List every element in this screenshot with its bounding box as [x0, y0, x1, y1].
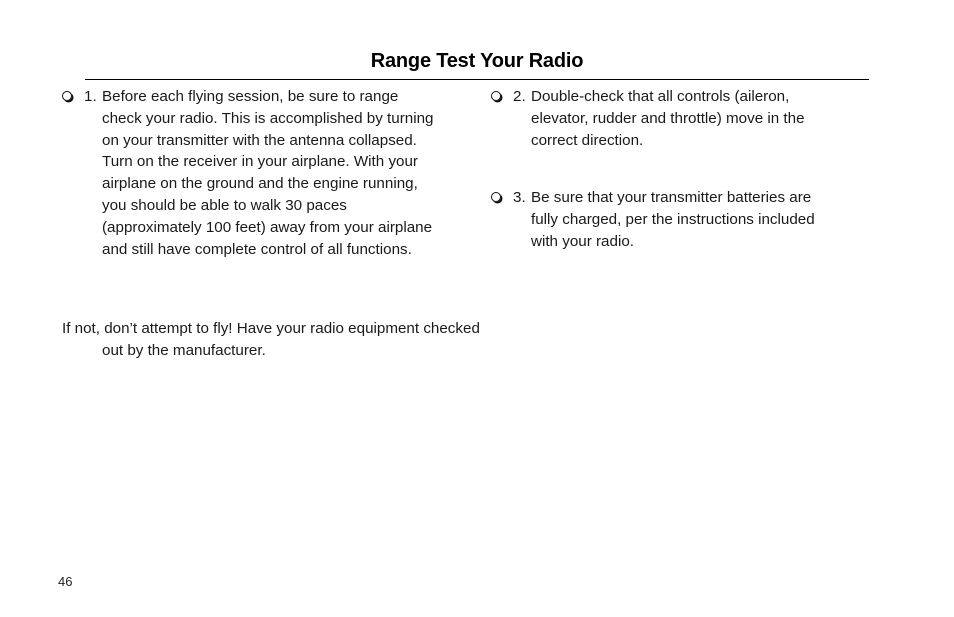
checkbox-icon [62, 91, 72, 101]
checklist-item-2 [491, 86, 831, 151]
item-number: 1. [84, 88, 97, 105]
title-rule [85, 79, 869, 80]
checkbox-icon [491, 91, 501, 101]
item-number: 3. [513, 189, 526, 207]
checkbox-icon [491, 192, 501, 202]
page-title: Range Test Your Radio [370, 50, 584, 72]
item-number: 2. [513, 88, 526, 105]
item-text: Double-check that all controls (aileron, elevator, rudder and throttle) move in the correct direction. [531, 88, 805, 149]
item-text: Be sure that your transmitter batteries are fully charged, per the instructions included with your radio. [531, 189, 815, 250]
page-number: 46 [58, 574, 73, 589]
checklist-item-3 [491, 187, 831, 252]
warning-note: If not, don’t attempt to fly! Have your radio equipment checked out by the manufacturer. [62, 320, 480, 359]
right-column [491, 86, 831, 253]
left-column [62, 86, 442, 260]
item-text: Before each flying session, be sure to range check your radio. This is accomplished by turning on your transmitter with the antenna collapsed. Turn on the receiver in your airplane. With your airplane on the ground and the engine running, you should be able to walk 30 paces (approximately 100 feet) away from your airplane and still have complete control of all functions. [102, 88, 434, 258]
checklist-item-1 [62, 86, 442, 260]
